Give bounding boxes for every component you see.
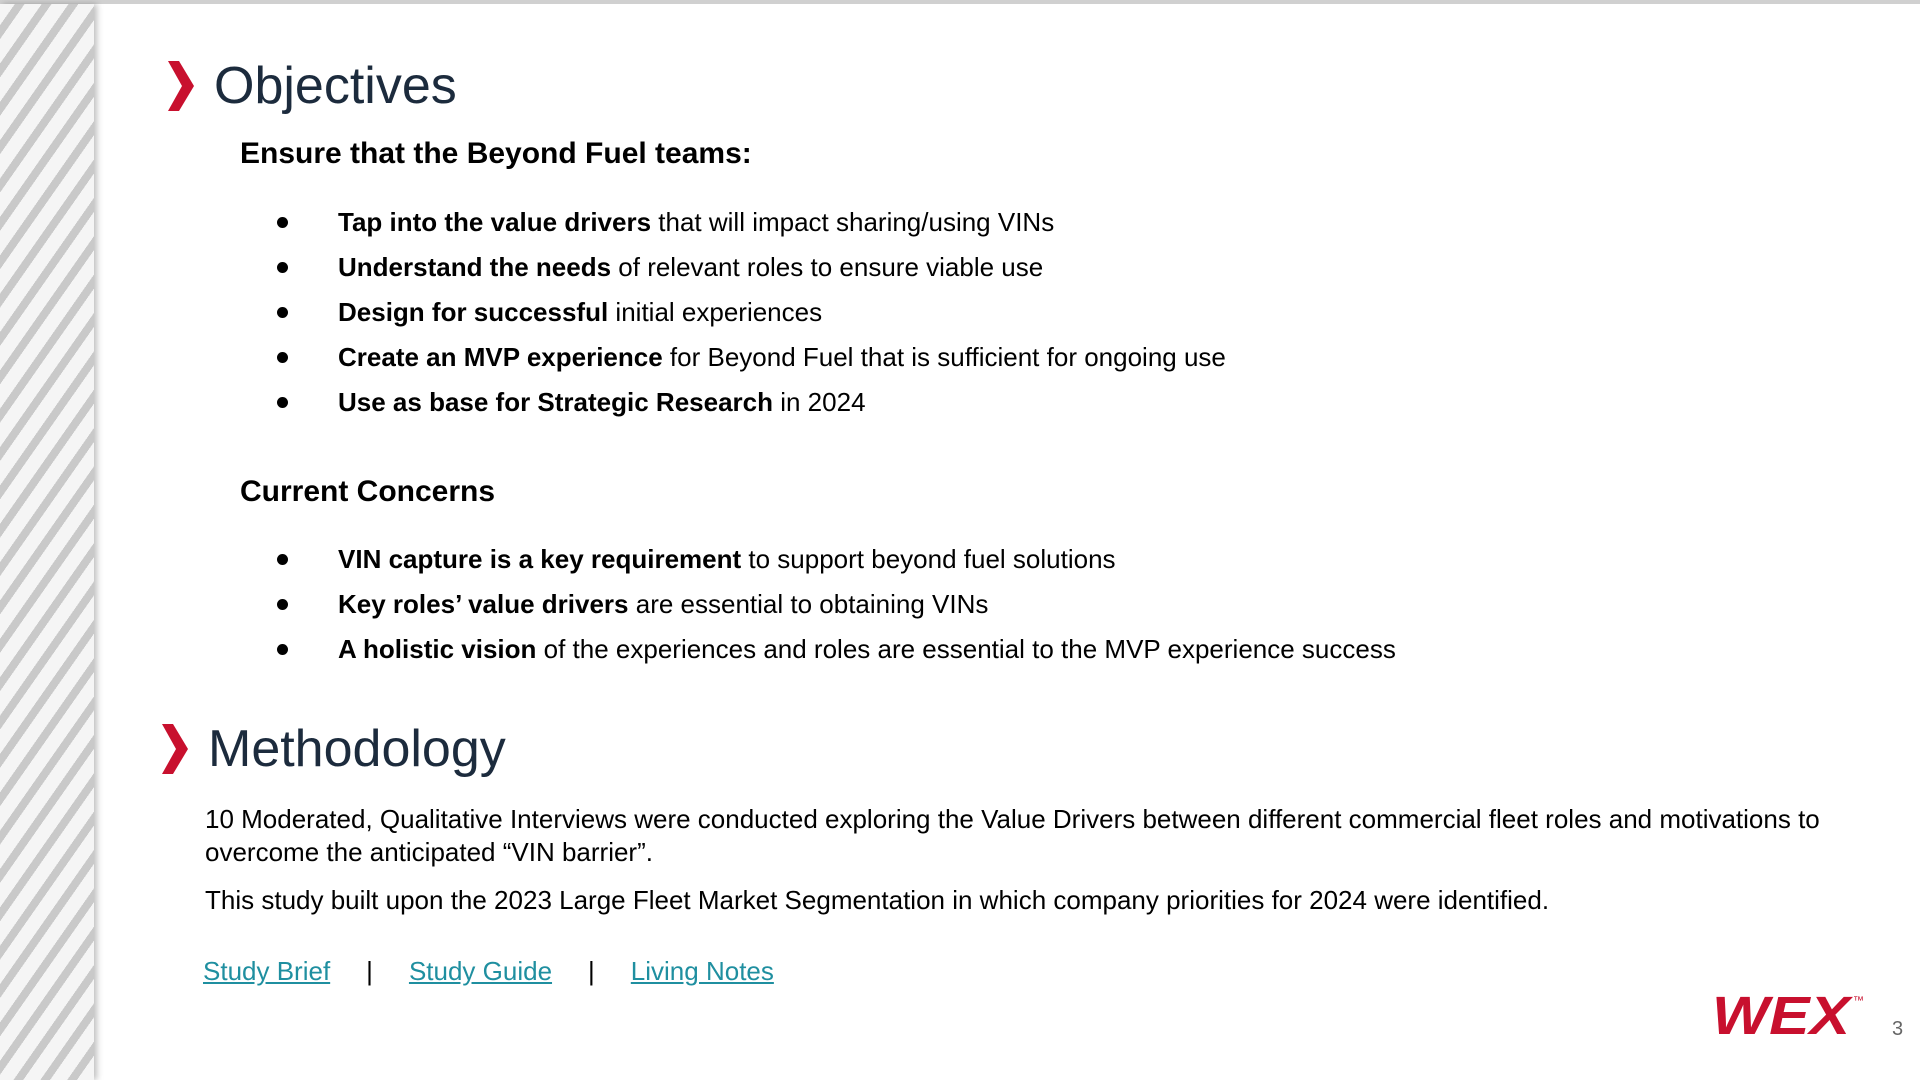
resource-links [203, 954, 774, 988]
top-rule [0, 0, 1920, 4]
wex-logo [1712, 990, 1868, 1040]
methodology-title: Methodology [208, 720, 506, 778]
concerns-subhead: Current Concerns [240, 475, 496, 508]
objectives-title: Objectives [214, 57, 457, 115]
chevron-right-icon [166, 61, 194, 111]
page-number: 3 [1892, 1018, 1904, 1040]
list-item: A holistic vision of the experiences and roles are essential to the MVP experience success [277, 627, 1396, 672]
concerns-bullet-list [277, 537, 1396, 672]
decorative-stripe-bar [0, 4, 94, 1080]
list-item: Create an MVP experience for Beyond Fuel that is sufficient for ongoing use [277, 335, 1226, 380]
logo-trademark: ™ [1853, 995, 1864, 1007]
living-notes-link[interactable]: Living Notes [630, 956, 774, 986]
study-guide-link[interactable]: Study Guide [408, 956, 553, 986]
list-item: Design for successful initial experiences [277, 290, 1226, 335]
list-item: Key roles’ value drivers are essential to obtaining VINs [277, 582, 1396, 627]
logo-wordmark: WEX [1712, 990, 1854, 1040]
methodology-header [160, 717, 506, 781]
list-item: VIN capture is a key requirement to support beyond fuel solutions [277, 537, 1396, 582]
objectives-subhead: Ensure that the Beyond Fuel teams: [240, 137, 752, 170]
list-item: Tap into the value drivers that will impact sharing/using VINs [277, 200, 1226, 245]
list-item: Understand the needs of relevant roles to ensure viable use [277, 245, 1226, 290]
methodology-paragraph: This study built upon the 2023 Large Fleet Market Segmentation in which company priorities for 2024 were identified. [205, 885, 1550, 915]
link-separator: | [366, 956, 373, 986]
chevron-right-icon [160, 724, 188, 774]
link-separator: | [588, 956, 595, 986]
methodology-paragraph: 10 Moderated, Qualitative Interviews were conducted exploring the Value Drivers between different commercial fleet roles and motivations to overcome the anticipated “VIN barrier”. [205, 804, 1820, 867]
study-brief-link[interactable]: Study Brief [203, 956, 331, 986]
list-item: Use as base for Strategic Research in 2024 [277, 380, 1226, 425]
objectives-bullet-list [277, 200, 1226, 425]
objectives-header [166, 54, 457, 118]
